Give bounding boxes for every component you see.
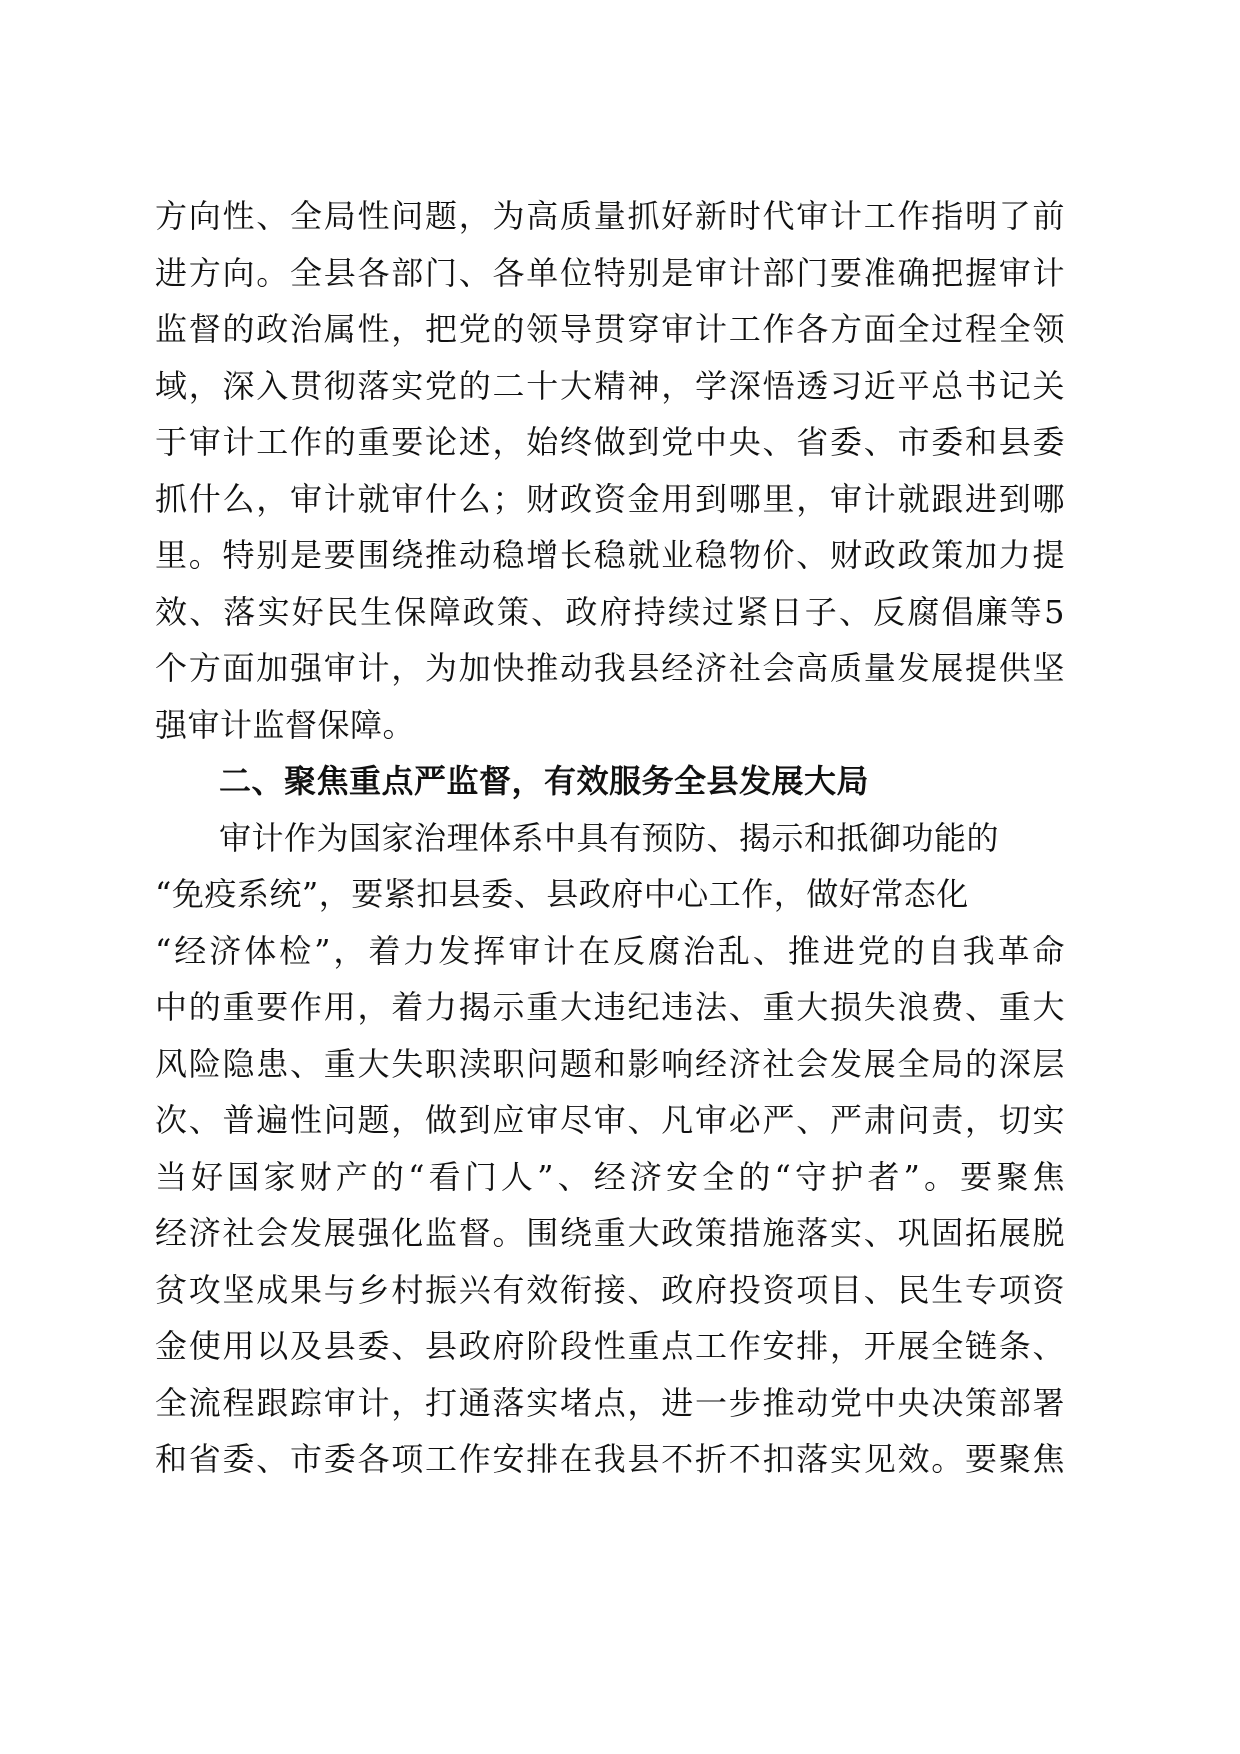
text-line: 全流程跟踪审计，打通落实堵点，进一步推动党中央决策部署 — [155, 1383, 1065, 1422]
text-line: 监督的政治属性，把党的领导贯穿审计工作各方面全过程全领 — [155, 310, 1065, 348]
text-line: 里。特别是要围绕推动稳增长稳就业稳物价、财政政策加力提 — [155, 536, 1065, 574]
text-line: 方向性、全局性问题，为高质量抓好新时代审计工作指明了前 — [155, 197, 1065, 235]
paragraph-2 — [155, 810, 1065, 1488]
section-heading: 二、聚焦重点严监督，有效服务全县发展大局 — [219, 762, 870, 800]
text-line: 金使用以及县委、县政府阶段性重点工作安排，开展全链条、 — [155, 1327, 1065, 1365]
text-line: 审计作为国家治理体系中具有预防、揭示和抵御功能的 — [219, 818, 1000, 857]
text-line: 经济社会发展强化监督。围绕重大政策措施落实、巩固拓展脱 — [155, 1214, 1065, 1252]
text-line: 进方向。全县各部门、各单位特别是审计部门要准确把握审计 — [155, 253, 1065, 292]
paragraph-1 — [155, 188, 1065, 753]
text-line: 域，深入贯彻落实党的二十大精神，学深悟透习近平总书记关 — [155, 366, 1065, 405]
text-line: 次、普遍性问题，做到应审尽审、凡审必严、严肃问责，切实 — [155, 1101, 1065, 1139]
document-body — [155, 188, 1065, 1488]
text-line: 于审计工作的重要论述，始终做到党中央、省委、市委和县委 — [155, 423, 1065, 461]
text-line: 风险隐患、重大失职渎职问题和影响经济社会发展全局的深层 — [155, 1044, 1065, 1083]
text-line: 强审计监督保障。 — [155, 705, 416, 744]
text-line: 效、落实好民生保障政策、政府持续过紧日子、反腐倡廉等5 — [155, 592, 1065, 631]
text-line: “经济体检”，着力发挥审计在反腐治乱、推进党的自我革命 — [155, 931, 1065, 970]
text-line: 中的重要作用，着力揭示重大违纪违法、重大损失浪费、重大 — [155, 988, 1065, 1026]
text-line: 和省委、市委各项工作安排在我县不折不扣落实见效。要聚焦 — [155, 1440, 1065, 1478]
text-line: 个方面加强审计，为加快推动我县经济社会高质量发展提供坚 — [155, 649, 1065, 687]
text-line: 当好国家财产的“看门人”、经济安全的“守护者”。要聚焦 — [155, 1157, 1065, 1196]
text-line: “免疫系统”，要紧扣县委、县政府中心工作，做好常态化 — [155, 875, 969, 913]
text-line: 贫攻坚成果与乡村振兴有效衔接、政府投资项目、民生专项资 — [155, 1270, 1065, 1309]
text-line: 抓什么，审计就审什么；财政资金用到哪里，审计就跟进到哪 — [155, 479, 1065, 518]
